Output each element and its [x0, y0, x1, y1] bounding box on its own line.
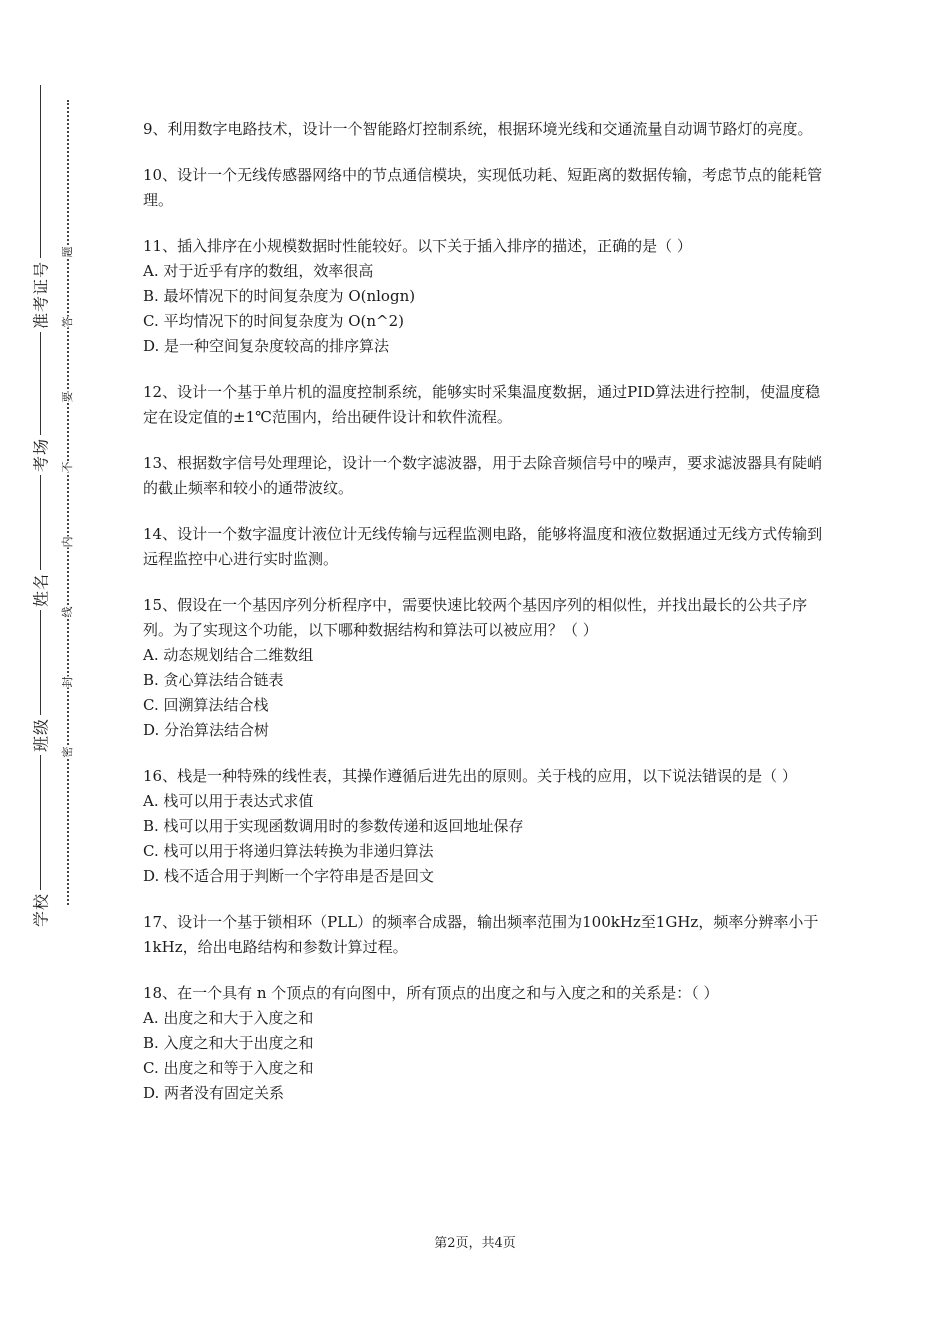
question-text: 13、根据数字信号处理理论，设计一个数字滤波器，用于去除音频信号中的噪声，要求滤波器具有陡峭的截止频率和较小的通带波纹。: [143, 454, 823, 497]
option-b: B. 入度之和大于出度之和: [143, 1034, 314, 1052]
option-b: B. 栈可以用于实现函数调用时的参数传递和返回地址保存: [143, 817, 524, 835]
option-b: B. 贪心算法结合链表: [143, 671, 284, 689]
seal-dotted-line: [67, 100, 69, 905]
question-12: [143, 380, 823, 430]
question-text: 9、利用数字电路技术，设计一个智能路灯控制系统，根据环境光线和交通流量自动调节路灯的亮度。: [143, 120, 813, 138]
page-number: 第2页，共4页: [434, 1236, 516, 1251]
option-c: C. 平均情况下的时间复杂度为 O(n^2): [143, 312, 405, 330]
question-text: 18、在一个具有 n 个顶点的有向图中，所有顶点的出度之和与入度之和的关系是：（ ）: [143, 984, 719, 1002]
seal-char: 线: [61, 606, 74, 618]
option-d: D. 分治算法结合树: [143, 721, 270, 739]
seal-char: 答: [61, 316, 74, 328]
option-a: A. 栈可以用于表达式求值: [143, 792, 314, 810]
binding-solid-line: [40, 85, 41, 900]
question-15: [143, 593, 823, 743]
question-text: 12、设计一个基于单片机的温度控制系统，能够实时采集温度数据，通过PID算法进行控制，使温度稳定在设定值的±1℃范围内，给出硬件设计和软件流程。: [143, 383, 821, 426]
seal-char: 封: [61, 676, 74, 688]
question-text: 14、设计一个数字温度计液位计无线传输与远程监测电路，能够将温度和液位数据通过无线方式传输到远程监控中心进行实时监测。: [143, 525, 823, 568]
option-a: A. 出度之和大于入度之和: [143, 1009, 314, 1027]
question-text: 10、设计一个无线传感器网络中的节点通信模块，实现低功耗、短距离的数据传输，考虑节点的能耗管理。: [143, 166, 823, 209]
binding-margin: [0, 0, 110, 1344]
field-school: 学校: [20, 875, 60, 945]
question-text: 17、设计一个基于锁相环（PLL）的频率合成器，输出频率范围为100kHz至1GHz，频率分辨率小于1kHz，给出电路结构和参数计算过程。: [143, 913, 819, 956]
option-a: A. 动态规划结合二维数组: [143, 646, 314, 664]
question-17: [143, 910, 823, 960]
question-text: 15、假设在一个基因序列分析程序中，需要快速比较两个基因序列的相似性，并找出最长的公共子序列。为了实现这个功能，以下哪种数据结构和算法可以被应用？（ ）: [143, 596, 808, 639]
seal-char: 题: [61, 246, 74, 258]
option-c: C. 出度之和等于入度之和: [143, 1059, 314, 1077]
question-text: 16、栈是一种特殊的线性表，其操作遵循后进先出的原则。关于栈的应用，以下说法错误的是（ ）: [143, 767, 797, 785]
question-text: 11、插入排序在小规模数据时性能较好。以下关于插入排序的描述，正确的是（ ）: [143, 237, 692, 255]
option-c: C. 栈可以用于将递归算法转换为非递归算法: [143, 842, 434, 860]
option-d: D. 是一种空间复杂度较高的排序算法: [143, 337, 390, 355]
seal-char: 不: [61, 461, 74, 473]
field-class: 班级: [20, 700, 60, 770]
field-exam-room: 考场: [20, 420, 60, 490]
seal-char: 密: [61, 746, 74, 758]
seal-char: 要: [61, 391, 74, 403]
option-a: A. 对于近乎有序的数组，效率很高: [143, 262, 374, 280]
question-14: [143, 522, 823, 572]
option-d: D. 栈不适合用于判断一个字符串是否是回文: [143, 867, 435, 885]
question-11: [143, 234, 823, 359]
question-16: [143, 764, 823, 889]
option-c: C. 回溯算法结合栈: [143, 696, 269, 714]
question-10: [143, 163, 823, 213]
question-18: [143, 981, 823, 1106]
field-ticket-number: 准考证号: [20, 260, 60, 330]
seal-char: 内: [61, 536, 74, 548]
question-list: [143, 117, 823, 1127]
option-b: B. 最坏情况下的时间复杂度为 O(nlogn): [143, 287, 416, 305]
question-9: [143, 117, 823, 142]
field-name: 姓名: [20, 555, 60, 625]
option-d: D. 两者没有固定关系: [143, 1084, 285, 1102]
question-13: [143, 451, 823, 501]
